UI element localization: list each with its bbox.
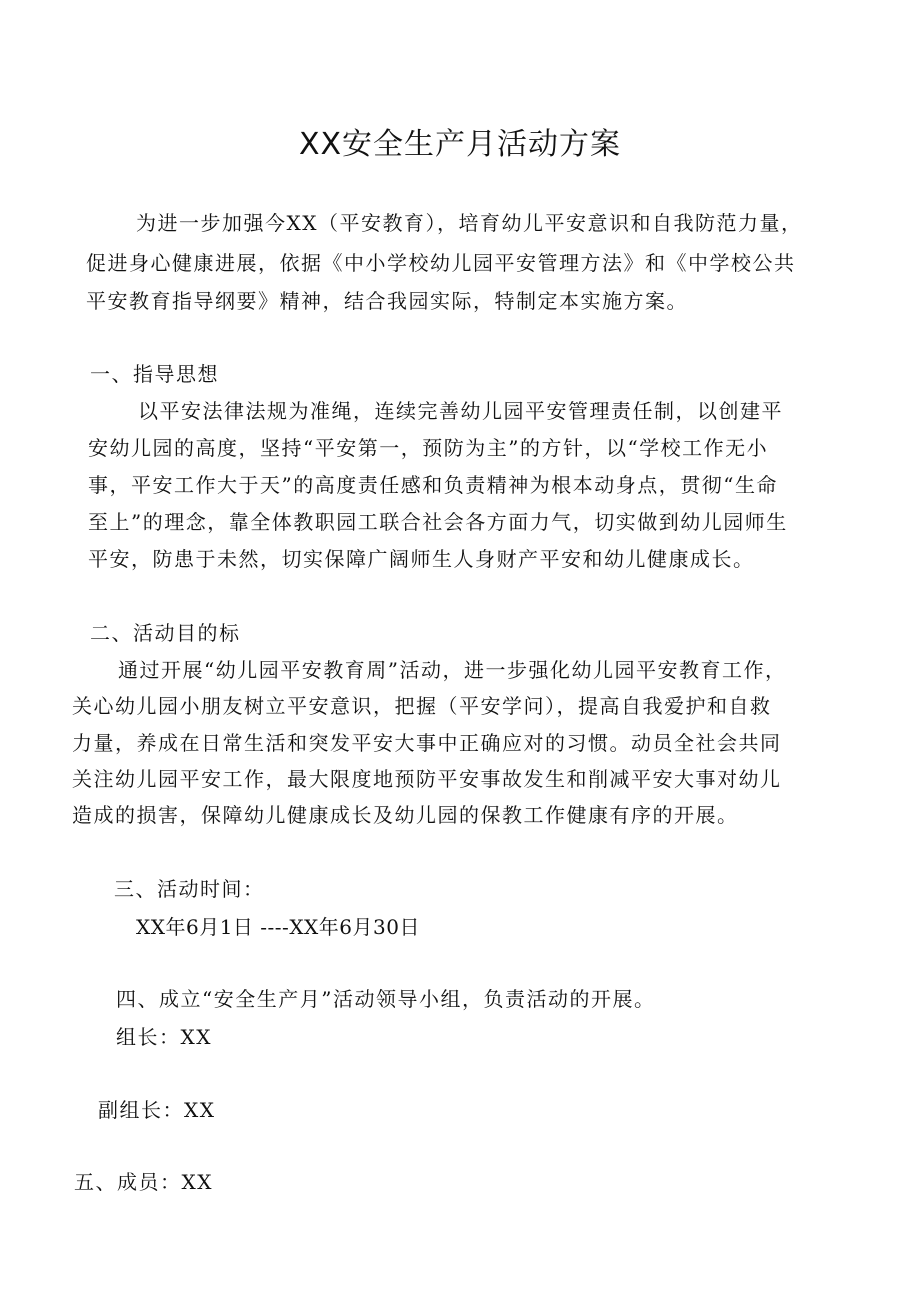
section-paragraph-line: 力量，养成在日常生活和突发平安大事中正确应对的习惯。动员全社会共同 bbox=[72, 731, 782, 755]
section-heading: 三、活动时间： bbox=[114, 877, 265, 901]
section-paragraph-line: 通过开展“幼儿园平安教育周”活动，进一步强化幼儿园平安教育工作， bbox=[118, 658, 787, 682]
section-paragraph-line: 事，平安工作大于天”的高度责任感和负责精神为根本动身点，贯彻“生命 bbox=[88, 473, 778, 497]
intro-line: 促进身心健康进展，依据《中小学校幼儿园平安管理方法》和《中学校公共 bbox=[86, 251, 796, 275]
activity-time: XX年6月1日 ----XX年6月30日 bbox=[136, 915, 420, 939]
section-paragraph-line: 安幼儿园的高度，坚持“平安第一，预防为主”的方针，以“学校工作无小 bbox=[88, 436, 769, 460]
section-paragraph-line: 至上”的理念，靠全体教职园工联合社会各方面力气，切实做到幼儿园师生 bbox=[88, 510, 788, 534]
section-heading: 五、成员：XX bbox=[74, 1170, 213, 1194]
section-paragraph-line: 关注幼儿园平安工作，最大限度地预防平安事故发生和削减平安大事对幼儿 bbox=[72, 767, 782, 791]
section-heading: 四、成立“安全生产月”活动领导小组，负责活动的开展。 bbox=[116, 987, 656, 1011]
document-title: XX安全生产月活动方案 bbox=[298, 127, 622, 162]
section-heading: 二、活动目的标 bbox=[90, 621, 241, 645]
intro-line: 平安教育指导纲要》精神，结合我园实际，特制定本实施方案。 bbox=[86, 289, 688, 313]
section-heading: 一、指导思想 bbox=[90, 362, 219, 386]
section-paragraph-line: 造成的损害，保障幼儿健康成长及幼儿园的保教工作健康有序的开展。 bbox=[72, 803, 739, 827]
section-paragraph-line: 关心幼儿园小朋友树立平安意识，把握（平安学问），提高自我爱护和自救 bbox=[72, 694, 772, 718]
section-paragraph-line: 平安，防患于未然，切实保障广阔师生人身财产平安和幼儿健康成长。 bbox=[88, 547, 755, 571]
section-paragraph-line: 以平安法律法规为准绳，连续完善幼儿园平安管理责任制，以创建平 bbox=[138, 399, 783, 423]
deputy-leader-line: 副组长：XX bbox=[98, 1098, 216, 1122]
intro-line: 为进一步加强今XX（平安教育），培育幼儿平安意识和自我防范力量， bbox=[136, 211, 803, 235]
leader-line: 组长：XX bbox=[116, 1025, 212, 1049]
